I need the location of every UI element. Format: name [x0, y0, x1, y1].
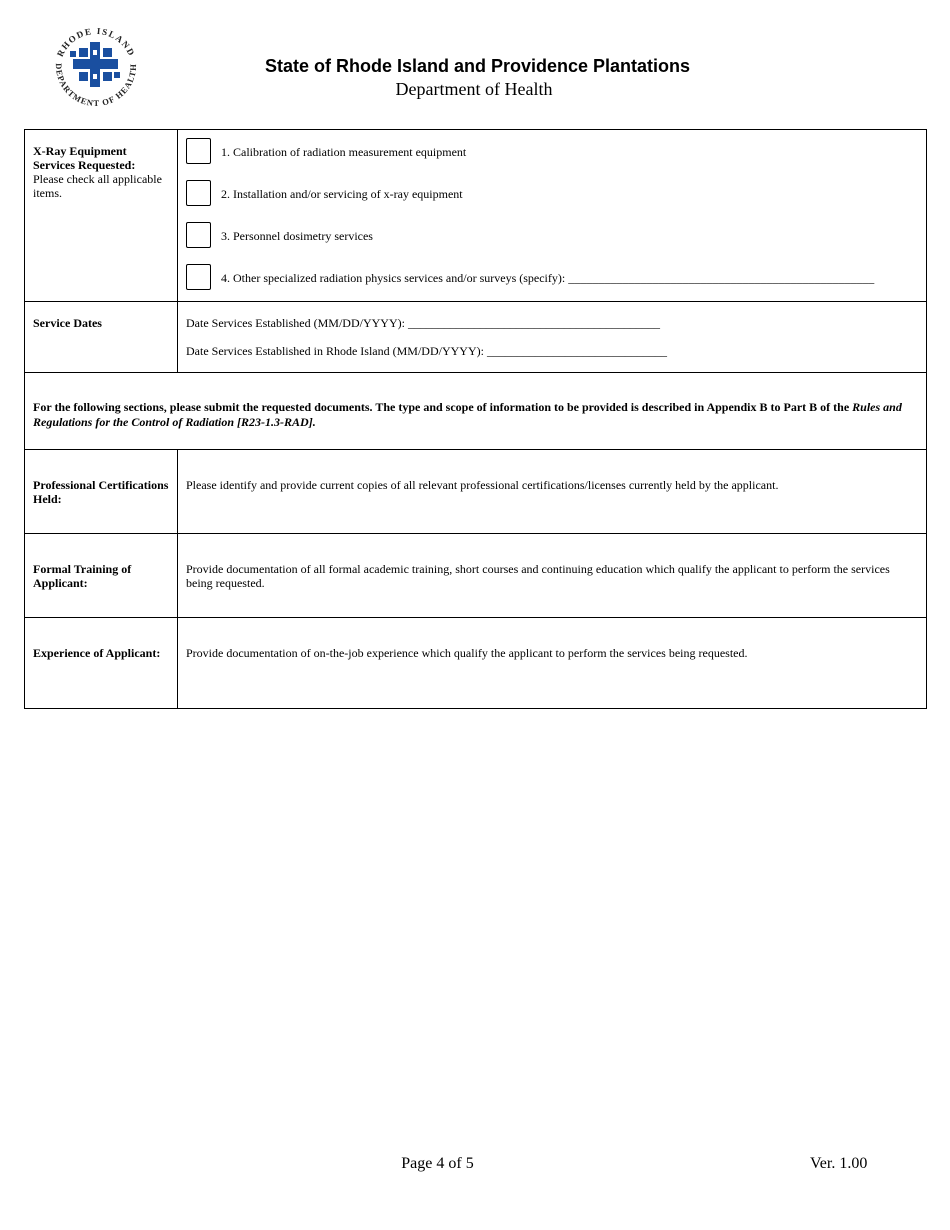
service-option-label: 4. Other specialized radiation physics services and/or surveys (specify): ___________________________________________________: [221, 271, 875, 285]
xray-services-row: [25, 130, 927, 302]
service-dates-row: [25, 302, 927, 373]
service-option: [178, 172, 926, 214]
xray-services-label-bold: X-Ray Equipment Services Requested:: [33, 144, 136, 172]
instructions-row: [25, 373, 927, 450]
header-title: State of Rhode Island and Providence Plantations: [264, 56, 691, 76]
service-option: [178, 256, 926, 298]
service-checkbox-2[interactable]: [186, 180, 211, 206]
formal-training-text: Provide documentation of all formal academic training, short courses and continuing education which qualify the applicant to perform the services being requested.: [186, 562, 890, 590]
instructions-rules-reference: Rules and Regulations for the Control of Radiation [R23-1.3-RAD].: [33, 400, 902, 429]
date-established-ri-field[interactable]: Date Services Established in Rhode Island (MM/DD/YYYY): ______________________________: [186, 344, 667, 358]
service-option-label: 3. Personnel dosimetry services: [221, 229, 373, 243]
service-option-label: 1. Calibration of radiation measurement equipment: [221, 145, 467, 159]
instructions-main: For the following sections, please submit the requested documents. The type and scope of information to be provided is described in Appendix B to Part B of the: [33, 400, 853, 414]
experience-text: Provide documentation of on-the-job experience which qualify the applicant to perform the services being requested.: [186, 646, 748, 660]
experience-label: Experience of Applicant:: [33, 646, 161, 660]
instructions-text: [25, 373, 926, 430]
application-form-table: [24, 129, 927, 709]
formal-training-label: Formal Training of Applicant:: [33, 562, 132, 590]
service-option: [178, 214, 926, 256]
service-option: [178, 130, 926, 172]
svg-text:DEPARTMENT OF HEALTH: DEPARTMENT OF HEALTH: [53, 63, 139, 109]
header-subtitle: Department of Health: [395, 79, 553, 99]
xray-services-label: [25, 130, 177, 200]
service-option-label: 2. Installation and/or servicing of x-ray equipment: [221, 187, 463, 201]
xray-services-label-note: Please check all applicable items.: [33, 172, 162, 200]
professional-certifications-label: Professional Certifications Held:: [33, 478, 169, 506]
experience-row: [25, 618, 927, 709]
service-checkbox-4[interactable]: [186, 264, 211, 290]
version-label: Ver. 1.00: [810, 1155, 868, 1172]
service-checkbox-3[interactable]: [186, 222, 211, 248]
service-dates-label: Service Dates: [33, 316, 102, 330]
service-checkbox-1[interactable]: [186, 138, 211, 164]
professional-certifications-row: [25, 450, 927, 534]
svg-text:RHODE ISLAND: RHODE ISLAND: [54, 25, 138, 59]
page-number: Page 4 of 5: [401, 1155, 474, 1172]
date-established-field[interactable]: Date Services Established (MM/DD/YYYY): __________________________________________: [186, 316, 660, 330]
formal-training-row: [25, 534, 927, 618]
professional-certifications-text: Please identify and provide current copies of all relevant professional certifications/licenses currently held by the applicant.: [186, 478, 779, 492]
